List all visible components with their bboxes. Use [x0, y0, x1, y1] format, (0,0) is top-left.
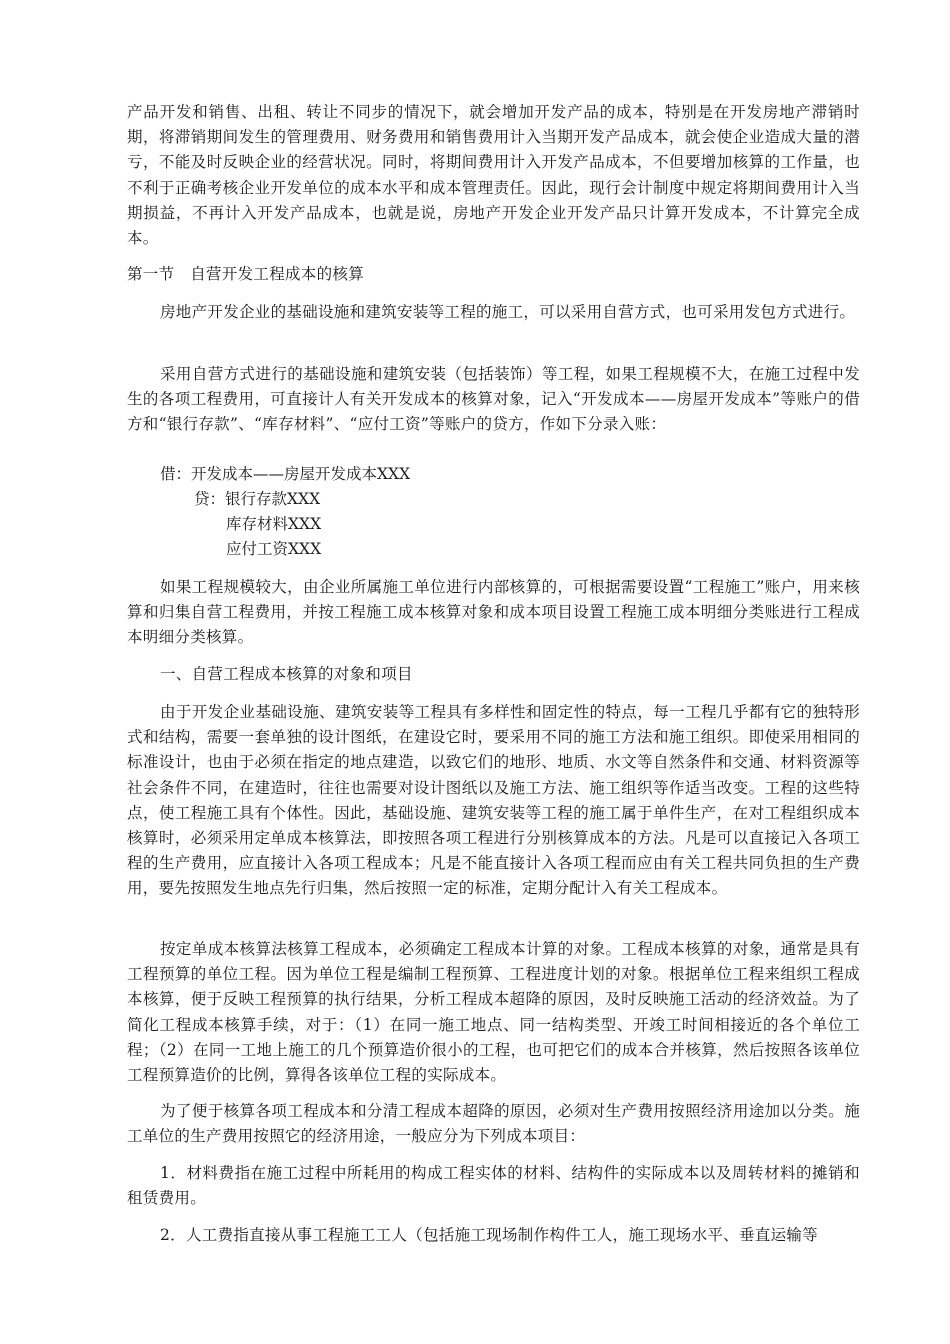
- paragraph-small-scale: 采用自营方式进行的基础设施和建筑安装（包括装饰）等工程，如果工程规模不大，在施工过程中发生的各项工程费用，可直接计人有关开发成本的核算对象，记入“开发成本——房屋开发成本”等账户的借方和“银行存款”、“库存材料”、“应付工资”等账户的贷方，作如下分录入账：: [127, 365, 860, 434]
- list-item-material-cost: 1．材料费指在施工过程中所耗用的构成工程实体的材料、结构件的实际成本以及周转材料的摊销和租赁费用。: [127, 1164, 860, 1208]
- paragraph-construction-methods: 房地产开发企业的基础设施和建筑安装等工程的施工，可以采用自营方式，也可采用发包方式进行。: [160, 303, 856, 321]
- paragraph-intro: 产品开发和销售、出租、转让不同步的情况下，就会增加开发产品的成本，特别是在开发房地产滞销时期，将滞销期间发生的管理费用、财务费用和销售费用计入当期开发产品成本，就会使企业造成大量的潜亏，不能及时反映企业的经营状况。同时，将期间费用计入开发产品成本，不但要增加核算的工作量，也不利于正确考核企业开发单位的成本水平和成本管理责任。因此，现行会计制度中规定将期间费用计入当期损益，不再计入开发产品成本，也就是说，房地产开发企业开发产品只计算开发成本，不计算完全成本。: [127, 103, 860, 248]
- paragraph-characteristics: 由于开发企业基础设施、建筑安装等工程具有多样性和固定性的特点，每一工程几乎都有它的独特形式和结构，需要一套单独的设计图纸，在建设它时，要采用不同的施工方法和施工组织。即使采用相同的标准设计，也由于必须在指定的地点建造，以致它们的地形、地质、水文等自然条件和交通、材料资源等社会条件不同，在建造时，往往也需要对设计图纸以及施工方法、施工组织等作适当改变。工程的这些特点，使工程施工具有个体性。因此，基础设施、建筑安装等工程的施工属于单件生产，在对工程组织成本核算时，必须采用定单成本核算法，即按照各项工程进行分别核算成本的方法。凡是可以直接记入各项工程的生产费用，应直接计入各项工程成本；凡是不能直接计入各项工程而应由有关工程共同负担的生产费用，要先按照发生地点先行归集，然后按照一定的标准，定期分配计入有关工程成本。: [127, 703, 860, 898]
- journal-credit-line-1: 贷：银行存款XXX: [194, 490, 321, 508]
- list-item-labor-cost: 2．人工费指直接从事工程施工工人（包括施工现场制作构件工人，施工现场水平、垂直运输等: [160, 1226, 818, 1244]
- journal-credit-line-3: 应付工资XXX: [226, 540, 322, 558]
- section-heading: 第一节 自营开发工程成本的核算: [127, 265, 365, 283]
- journal-credit-line-2: 库存材料XXX: [226, 515, 322, 533]
- paragraph-cost-items: 为了便于核算各项工程成本和分清工程成本超降的原因，必须对生产费用按照经济用途加以分类。施工单位的生产费用按照它的经济用途，一般应分为下列成本项目：: [127, 1102, 860, 1146]
- paragraph-order-cost-method: 按定单成本核算法核算工程成本，必须确定工程成本计算的对象。工程成本核算的对象，通常是具有工程预算的单位工程。因为单位工程是编制工程预算、工程进度计划的对象。根据单位工程来组织工程成本核算，便于反映工程预算的执行结果，分析工程成本超降的原因，及时反映施工活动的经济效益。为了简化工程成本核算手续，对于：（1）在同一施工地点、同一结构类型、开竣工时间相接近的各个单位工程；（2）在同一工地上施工的几个预算造价很小的工程，也可把它们的成本合并核算，然后按照各该单位工程预算造价的比例，算得各该单位工程的实际成本。: [127, 940, 860, 1085]
- paragraph-large-scale: 如果工程规模较大，由企业所属施工单位进行内部核算的，可根据需要设置“工程施工”账户，用来核算和归集自营工程费用，并按工程施工成本核算对象和成本项目设置工程施工成本明细分类账进行工程成本明细分类核算。: [127, 578, 860, 647]
- subheading-cost-objects: 一、自营工程成本核算的对象和项目: [160, 665, 413, 683]
- journal-debit-line: 借：开发成本——房屋开发成本XXX: [160, 465, 411, 483]
